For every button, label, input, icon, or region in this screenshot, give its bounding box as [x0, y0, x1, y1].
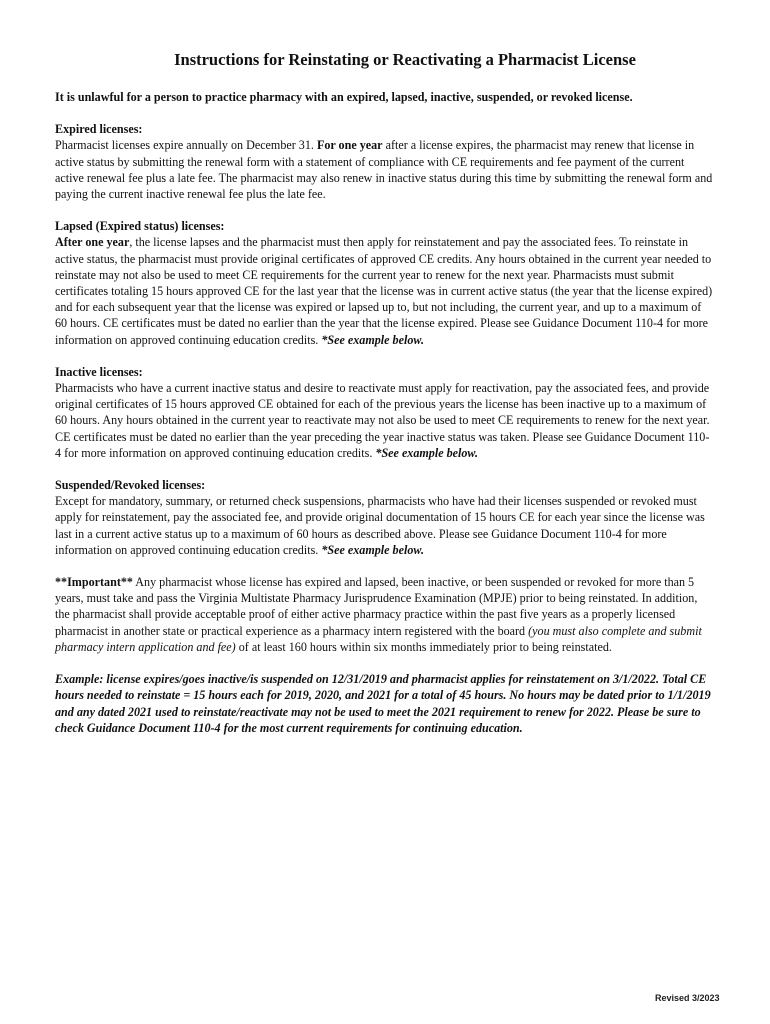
suspended-text-1: Except for mandatory, summary, or returned check suspensions, pharmacists who have had their licenses suspended or revoked must apply for reinstatement, pay the associated fee, and provide original documentation of 15 hours CE for each year since the license was last in a current active status up to a maximum of 60 hours as described above. Please see Guidance Document 110-4 for more information on approved continuing education credits.: [55, 494, 705, 557]
section-expired: [55, 121, 715, 202]
lapsed-heading: Lapsed (Expired status) licenses:: [55, 219, 225, 234]
expired-text-2: after a license expires, the pharmacist may renew that license in active status by submitting the renewal form with a statement of compliance with CE requirements and fee payment of the current active renewal fee plus a late fee. The pharmacist may also renew in inactive status during this time by submitting the renewal form and paying the current inactive renewal fee plus the late fee.: [55, 138, 713, 202]
important-text-2: of at least 160 hours within six months immediately prior to being reinstated.: [235, 639, 612, 654]
suspended-body: [55, 493, 715, 558]
section-inactive: [55, 364, 715, 461]
suspended-heading: Suspended/Revoked licenses:: [55, 478, 206, 493]
important-note: [55, 574, 715, 655]
inactive-text-1: Pharmacists who have a current inactive status and desire to reactivate must apply for reactivation, pay the associated fees, and provide original certificates of 15 hours approved CE obtained for each of the previous years the license has been inactive up to a maximum of 60 hours. Any hours obtained in the current year to reactivate may not also be used to meet CE requirements to renew for the next year. CE certificates must be dated no earlier than the year preceding the year inactive status was taken. Please see Guidance Document 110-4 for more information on approved continuing education credits.: [55, 381, 710, 460]
inactive-see-example: *See example below.: [375, 445, 479, 460]
example-paragraph: Example: license expires/goes inactive/is suspended on 12/31/2019 and pharmacist applies for reinstatement on 3/1/2022. Total CE hours needed to reinstate = 15 hours each for 2019, 2020, and 2021 for a total of 45 hours. No hours may be dated prior to 1/1/2019 and any dated 2021 used to reinstate/reactivate may not be used to meet the 2021 requirement to renew for 2022. Please be sure to check Guidance Document 110-4 for the most current requirements for continuing education.: [55, 672, 711, 735]
revised-date: Revised 3/2023: [655, 993, 720, 1003]
section-lapsed: [55, 218, 715, 348]
inactive-body: [55, 380, 715, 461]
expired-heading: Expired licenses:: [55, 122, 143, 137]
important-label: **Important**: [55, 575, 133, 590]
document-page: [55, 50, 715, 752]
suspended-see-example: *See example below.: [321, 542, 425, 557]
intro-warning: It is unlawful for a person to practice pharmacy with an expired, lapsed, inactive, suspended, or revoked license.: [55, 90, 633, 104]
expired-text-1: Pharmacist licenses expire annually on December 31.: [55, 138, 317, 153]
page-title: Instructions for Reinstating or Reactivating a Pharmacist License: [174, 50, 636, 69]
section-suspended: [55, 477, 715, 558]
lapsed-text-1: , the license lapses and the pharmacist must then apply for reinstatement and pay the associated fees. To reinstate in active status, the pharmacist must provide original certificates of approved CE credits. Any hours obtained in the current year needed to reinstate may not also be used to meet CE requirements for the current year to renew for the next year. Pharmacists must submit certificates totaling 15 hours approved CE for the last year that the license was in current active status (the year that the license expired) and for each subsequent year that the license was expired or lapsed up to, but not including, the current year, and up to a maximum of 60 hours. CE certificates must be dated no earlier than the year that the license expired. Please see Guidance Document 110-4 for more information on approved continuing education credits.: [55, 235, 713, 347]
lapsed-bold-1: After one year: [55, 235, 130, 250]
important-italic-1: (you must also complete and submit pharmacy intern application and fee): [55, 623, 702, 654]
lapsed-see-example: *See example below.: [321, 332, 425, 347]
inactive-heading: Inactive licenses:: [55, 364, 143, 379]
expired-bold-1: For one year: [316, 138, 383, 153]
expired-body: [55, 137, 715, 202]
lapsed-body: [55, 234, 715, 347]
important-text-1: Any pharmacist whose license has expired and lapsed, been inactive, or been suspended or revoked for more than 5 years, must take and pass the Virginia Multistate Pharmacy Jurisprudence Examination (MPJE) prior to being reinstated. In addition, the pharmacist shall provide acceptable proof of either active pharmacy practice within the past five years as a properly licensed pharmacist in another state or practical experience as a pharmacy intern registered with the board: [55, 575, 698, 638]
